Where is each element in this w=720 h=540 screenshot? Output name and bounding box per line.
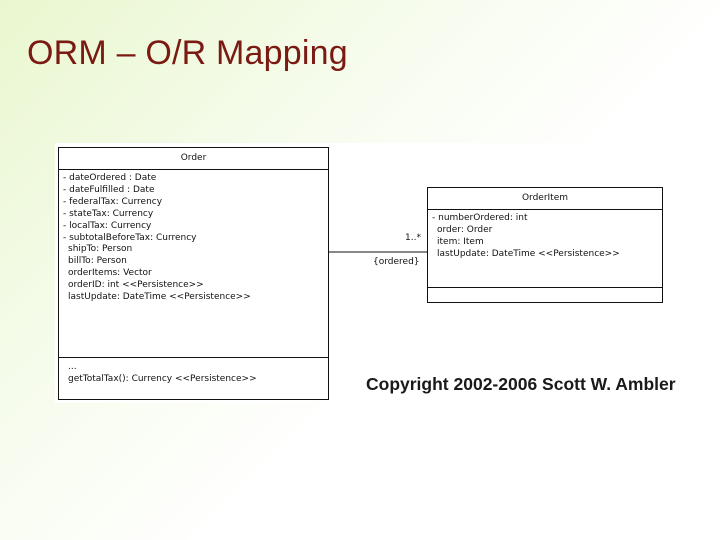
order-attribute: shipTo: Person (68, 244, 133, 255)
orderitem-attribute: - numberOrdered: int (432, 213, 528, 223)
order-attribute: billTo: Person (68, 256, 127, 267)
order-attributes (59, 170, 328, 358)
orderitem-attributes (428, 210, 662, 288)
order-operations (59, 358, 328, 390)
association-constraint: {ordered} (373, 257, 420, 267)
uml-class-diagram (55, 143, 675, 403)
association-multiplicity: 1..* (405, 233, 421, 243)
order-attribute: orderItems: Vector (68, 268, 152, 279)
order-operation: getTotalTax(): Currency <<Persistence>> (68, 373, 257, 384)
order-operation: ... (68, 362, 77, 372)
order-attribute: orderID: int <<Persistence>> (68, 280, 204, 291)
order-attribute: - federalTax: Currency (63, 196, 163, 207)
order-attribute: - localTax: Currency (63, 220, 152, 231)
order-class-name: Order (59, 148, 328, 170)
orderitem-attribute: item: Item (437, 236, 484, 247)
order-attribute: - dateOrdered : Date (63, 173, 157, 183)
slide-title: ORM – O/R Mapping (27, 34, 348, 72)
orderitem-attribute: lastUpdate: DateTime <<Persistence>> (437, 248, 620, 259)
order-class (58, 147, 329, 400)
order-attribute: - subtotalBeforeTax: Currency (63, 232, 197, 243)
orderitem-class-name: OrderItem (428, 188, 662, 210)
order-attribute: lastUpdate: DateTime <<Persistence>> (68, 292, 251, 303)
copyright-notice: Copyright 2002-2006 Scott W. Ambler (366, 374, 676, 394)
order-attribute: - stateTax: Currency (63, 208, 154, 219)
orderitem-class (427, 187, 663, 303)
orderitem-attribute: order: Order (437, 224, 493, 235)
order-attribute: - dateFulfilled : Date (63, 184, 155, 195)
